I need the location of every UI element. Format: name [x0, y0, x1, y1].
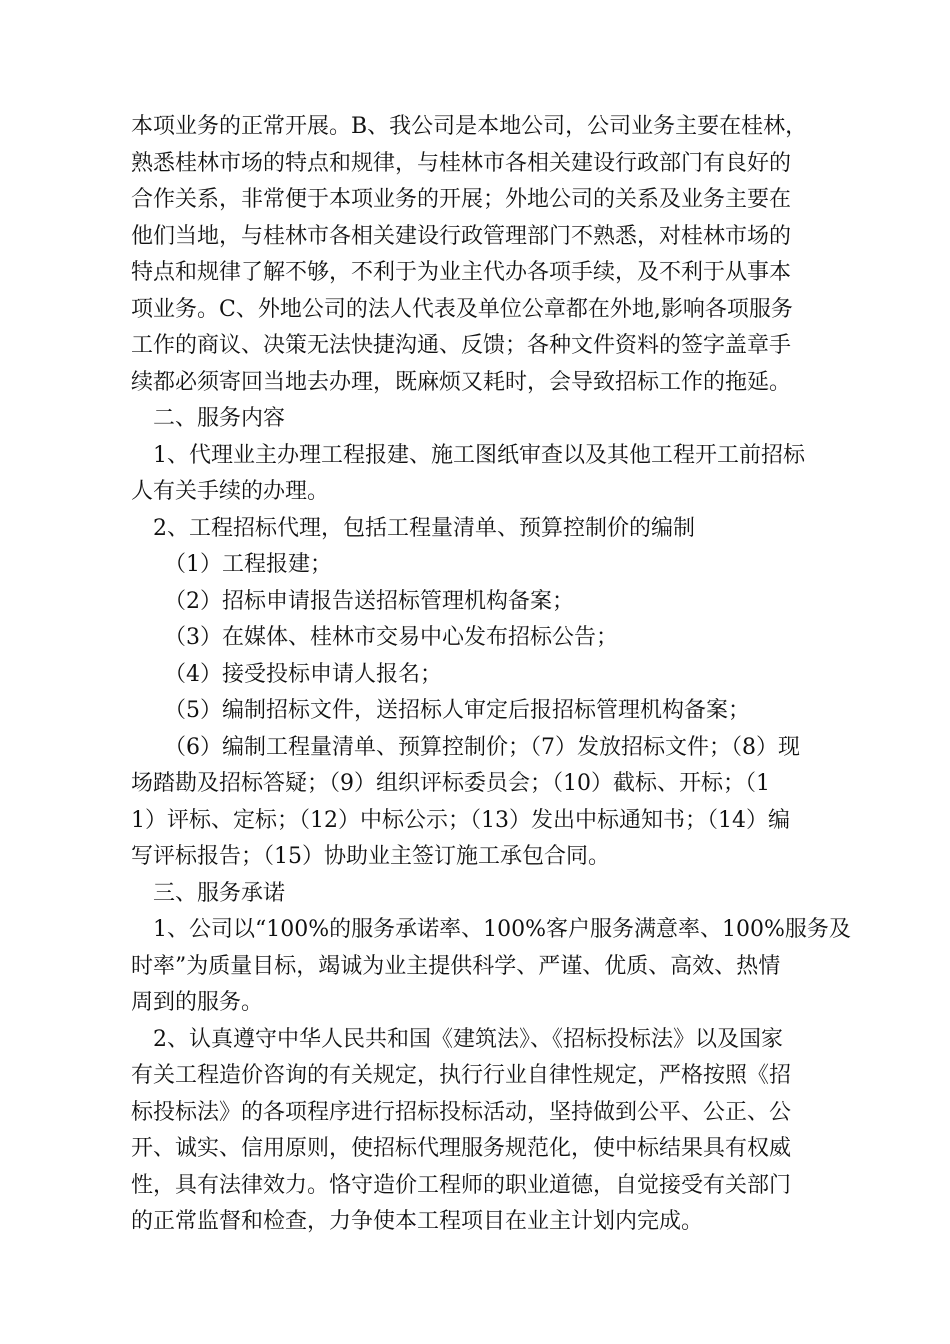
text-line: 性，具有法律效力。恪守造价工程师的职业道德，自觉接受有关部门	[131, 1172, 792, 1198]
text-line: 1）评标、定标；（12）中标公示；（13）发出中标通知书；（14）编	[131, 807, 790, 833]
text-line: 写评标报告；（15）协助业主签订施工承包合同。	[131, 844, 610, 869]
text-line: 时率”为质量目标，竭诚为业主提供科学、严谨、优质、高效、热情	[131, 953, 781, 979]
text-line: 熟悉桂林市场的特点和规律，与桂林市各相关建设行政部门有良好的	[131, 150, 792, 176]
text-line: 的正常监督和检查，力争使本工程项目在业主计划内完成。	[131, 1209, 704, 1234]
text-line: 本项业务的正常开展。B、我公司是本地公司，公司业务主要在桂林，	[131, 114, 808, 139]
text-line: （4）接受投标申请人报名；	[164, 661, 442, 687]
text-line: 三、服务承诺	[153, 880, 286, 906]
text-line: 项业务。C、外地公司的法人代表及单位公章都在外地,影响各项服务	[131, 296, 793, 322]
text-line: 周到的服务。	[131, 990, 264, 1015]
text-line: （2）招标申请报告送招标管理机构备案；	[164, 588, 574, 614]
text-line: 1、代理业主办理工程报建、施工图纸审查以及其他工程开工前招标	[153, 442, 805, 468]
text-line: （1）工程报建；	[164, 552, 332, 577]
text-line: （3）在媒体、桂林市交易中心发布招标公告；	[164, 625, 618, 650]
text-line: 续都必须寄回当地去办理，既麻烦又耗时，会导致招标工作的拖延。	[131, 369, 792, 395]
text-line: 标投标法》的各项程序进行招标投标活动，坚持做到公平、公正、公	[131, 1099, 792, 1125]
text-line: 二、服务内容	[153, 406, 286, 431]
text-line: （5）编制招标文件，送招标人审定后报招标管理机构备案；	[164, 698, 750, 723]
text-line: 合作关系，非常便于本项业务的开展；外地公司的关系及业务主要在	[131, 187, 792, 212]
text-line: （6）编制工程量清单、预算控制价；（7）发放招标文件；（8）现	[164, 734, 800, 760]
document-body	[131, 109, 851, 1241]
text-line: 他们当地，与桂林市各相关建设行政管理部门不熟悉，对桂林市场的	[131, 223, 792, 249]
text-line: 有关工程造价咨询的有关规定，执行行业自律性规定，严格按照《招	[131, 1063, 792, 1088]
text-line: 1、公司以“100%的服务承诺率、100%客户服务满意率、100%服务及	[153, 917, 851, 942]
text-line: 场踏勘及招标答疑；（9）组织评标委员会；（10）截标、开标；（1	[131, 771, 770, 796]
text-line: 工作的商议、决策无法快捷沟通、反馈；各种文件资料的签字盖章手	[131, 333, 792, 358]
text-line: 开、诚实、信用原则，使招标代理服务规范化，使中标结果具有权威	[131, 1136, 792, 1161]
text-line: 特点和规律了解不够，不利于为业主代办各项手续，及不利于从事本	[131, 260, 792, 285]
text-line: 人有关手续的办理。	[131, 479, 330, 504]
text-line: 2、认真遵守中华人民共和国《建筑法》、《招标投标法》以及国家	[153, 1026, 783, 1052]
text-line: 2、工程招标代理，包括工程量清单、预算控制价的编制	[153, 515, 695, 541]
